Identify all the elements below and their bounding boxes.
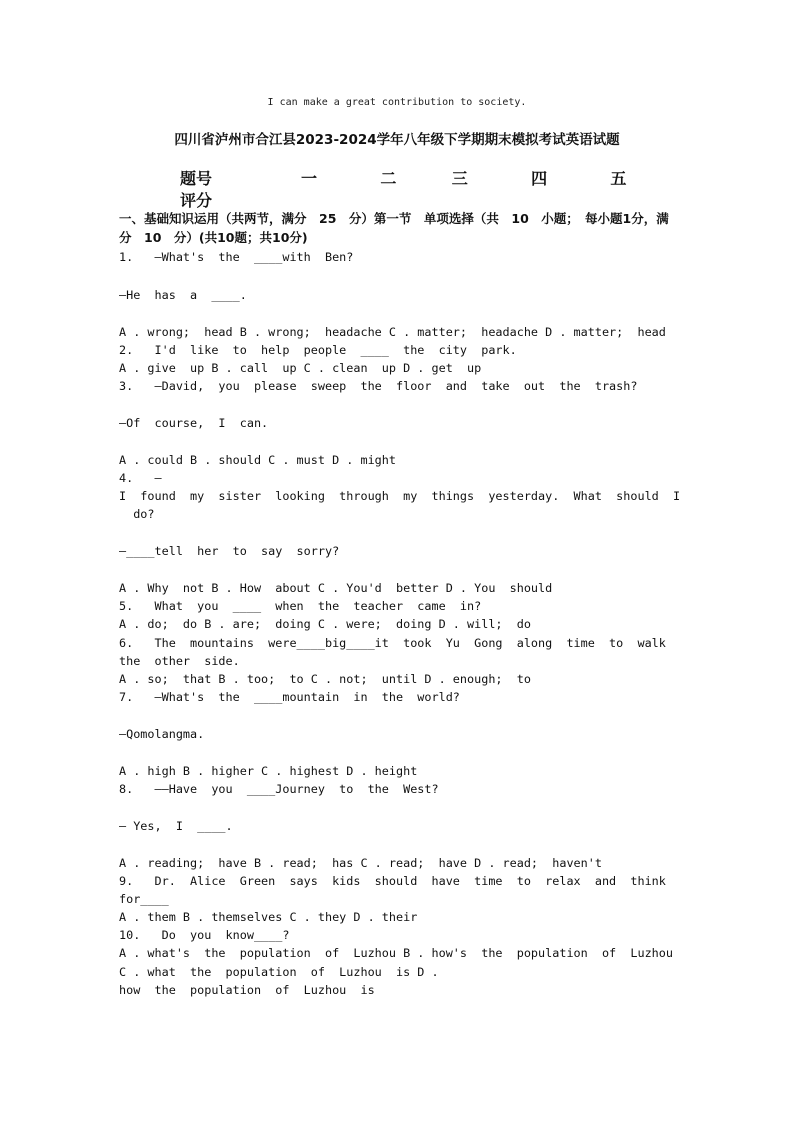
question-line: how the population of Luzhou is xyxy=(119,983,375,997)
question-line: A . high B . higher C . highest D . height xyxy=(119,764,418,778)
question-line: C . what the population of Luzhou is D . xyxy=(119,965,439,979)
score-table-score-row xyxy=(180,188,650,210)
page-title: 四川省泸州市合江县2023-2024学年八年级下学期期末模拟考试英语试题 xyxy=(174,132,620,148)
question-line: 10. Do you know____? xyxy=(119,928,290,942)
score-table-col-1: 一 xyxy=(300,168,317,188)
question-line: A . reading; have B . read; has C . read; have D . read; haven't xyxy=(119,856,602,870)
question-line: A . wrong; head B . wrong; headache C . matter; headache D . matter; head xyxy=(119,325,666,339)
question-line: —He has a ____. xyxy=(119,288,247,302)
question-line: — Yes, I ____. xyxy=(119,819,233,833)
score-table-col-5: 五 xyxy=(610,168,627,188)
score-table xyxy=(180,166,650,210)
question-line: —____tell her to say sorry? xyxy=(119,544,340,558)
question-line: A . them B . themselves C . they D . their xyxy=(119,910,418,924)
question-line: the other side. xyxy=(119,654,240,668)
question-line: A . give up B . call up C . clean up D . get up xyxy=(119,361,482,375)
question-line: 2. I'd like to help people ____ the city park. xyxy=(119,343,517,357)
question-line: 9. Dr. Alice Green says kids should have time to relax and think xyxy=(119,874,666,888)
score-table-label-question: 题号 xyxy=(180,168,213,188)
question-line: A . what's the population of Luzhou B . how's the population of Luzhou xyxy=(119,946,673,960)
question-line: A . so; that B . too; to C . not; until D . enough; to xyxy=(119,672,531,686)
question-line: do? xyxy=(119,507,155,521)
question-line: A . could B . should C . must D . might xyxy=(119,453,396,467)
score-table-label-score: 评分 xyxy=(180,190,213,210)
question-line: 1. —What's the ____with Ben? xyxy=(119,250,354,264)
score-table-col-4: 四 xyxy=(531,168,548,188)
motto-header: I can make a great contribution to society. xyxy=(267,97,527,108)
question-line: A . do; do B . are; doing C . were; doing D . will; do xyxy=(119,617,531,631)
question-line: 5. What you ____ when the teacher came in? xyxy=(119,599,482,613)
question-line: for____ xyxy=(119,892,169,906)
question-line: 7. —What's the ____mountain in the world? xyxy=(119,690,460,704)
question-line: 4. — xyxy=(119,471,162,485)
question-line: 8. ——Have you ____Journey to the West? xyxy=(119,782,439,796)
question-line: A . Why not B . How about C . You'd better D . You should xyxy=(119,581,553,595)
score-table-header-row xyxy=(180,166,650,188)
question-line: I found my sister looking through my things yesterday. What should I xyxy=(119,489,681,503)
question-line: —Of course, I can. xyxy=(119,416,269,430)
section-heading: 一、基础知识运用（共两节，满分 25 分）第一节 单项选择（共 10 小题； 每小题1分，满分 10 分）(共10题；共10分) xyxy=(119,211,669,245)
score-table-col-2: 二 xyxy=(380,168,397,188)
score-table-col-3: 三 xyxy=(451,168,468,188)
question-line: 6. The mountains were____big____it took Yu Gong along time to walk xyxy=(119,636,666,650)
question-line: —Qomolangma. xyxy=(119,727,205,741)
question-line: 3. —David, you please sweep the floor and take out the trash? xyxy=(119,379,638,393)
